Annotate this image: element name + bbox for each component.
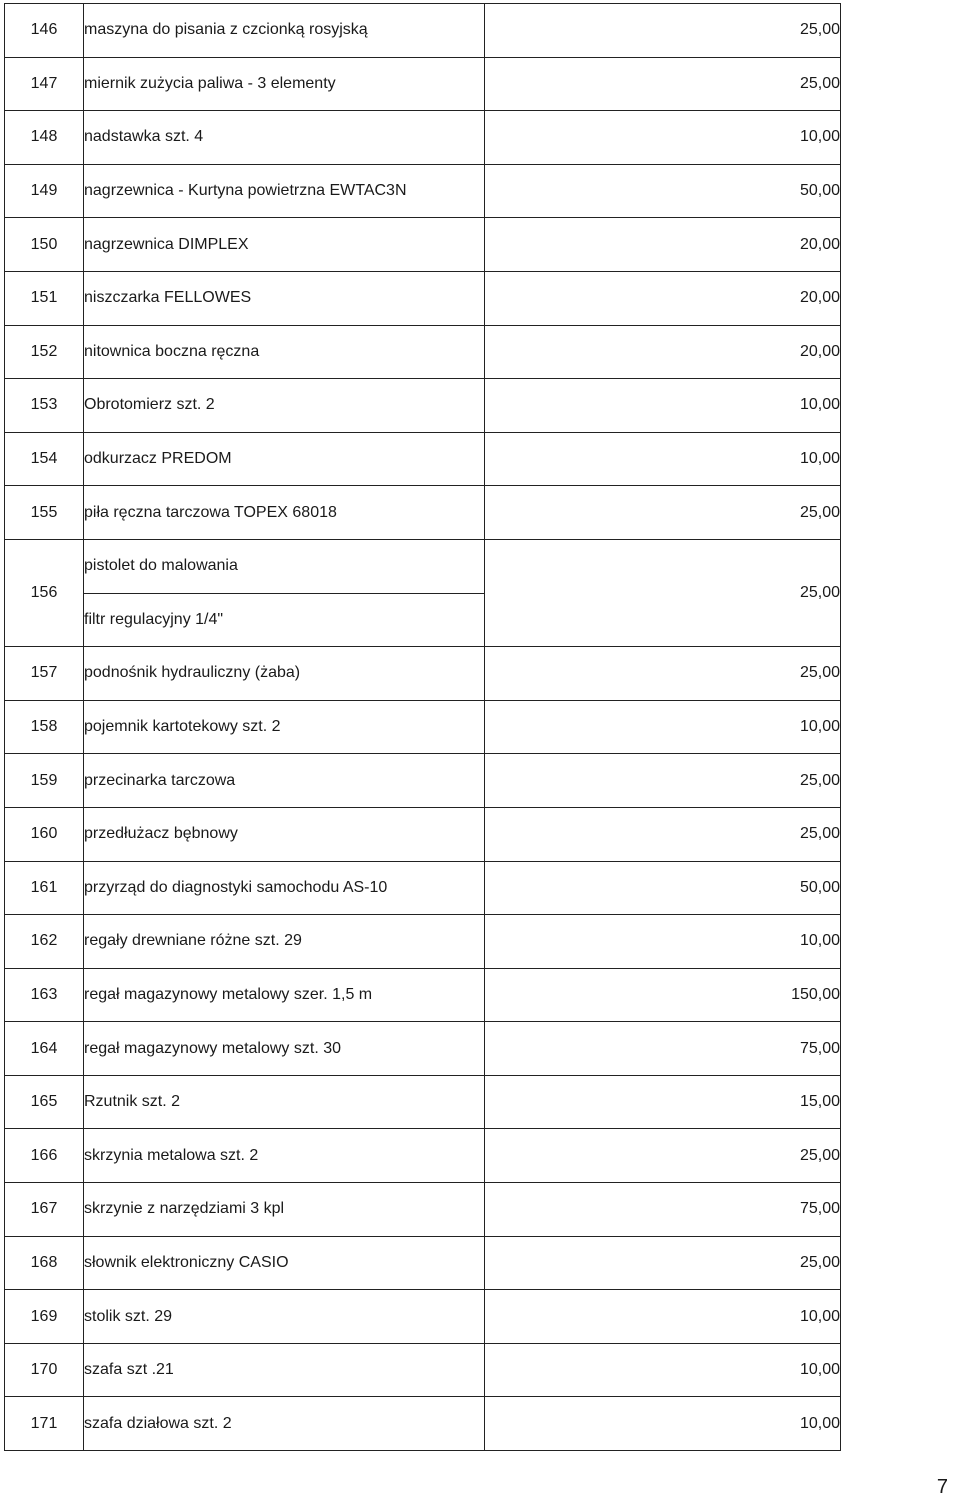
inventory-table-body [5, 4, 841, 1451]
table-row [5, 4, 841, 58]
table-row [5, 1236, 841, 1290]
item-description: regał magazynowy metalowy szt. 30 [84, 1022, 485, 1076]
item-number: 146 [5, 4, 84, 58]
table-row [5, 1183, 841, 1237]
table-row [5, 432, 841, 486]
item-number: 165 [5, 1075, 84, 1129]
item-number: 149 [5, 164, 84, 218]
item-value: 150,00 [485, 968, 841, 1022]
item-description: piła ręczna tarczowa TOPEX 68018 [84, 486, 485, 540]
table-row [5, 111, 841, 165]
item-number: 151 [5, 271, 84, 325]
table-row [5, 700, 841, 754]
item-description-secondary: filtr regulacyjny 1/4" [84, 593, 485, 647]
item-description: słownik elektroniczny CASIO [84, 1236, 485, 1290]
item-value: 25,00 [485, 539, 841, 646]
item-description: skrzynia metalowa szt. 2 [84, 1129, 485, 1183]
item-description: szafa szt .21 [84, 1343, 485, 1397]
item-description: stolik szt. 29 [84, 1290, 485, 1344]
table-row [5, 807, 841, 861]
item-description: regał magazynowy metalowy szer. 1,5 m [84, 968, 485, 1022]
table-row [5, 861, 841, 915]
item-number: 166 [5, 1129, 84, 1183]
item-value: 10,00 [485, 1397, 841, 1451]
item-value: 20,00 [485, 325, 841, 379]
item-number: 147 [5, 57, 84, 111]
item-description: miernik zużycia paliwa - 3 elementy [84, 57, 485, 111]
item-value: 25,00 [485, 486, 841, 540]
item-value: 10,00 [485, 915, 841, 969]
table-row [5, 57, 841, 111]
item-description: nagrzewnica - Kurtyna powietrzna EWTAC3N [84, 164, 485, 218]
item-description: maszyna do pisania z czcionką rosyjską [84, 4, 485, 58]
item-number: 167 [5, 1183, 84, 1237]
item-description: pojemnik kartotekowy szt. 2 [84, 700, 485, 754]
table-row [5, 915, 841, 969]
item-description: skrzynie z narzędziami 3 kpl [84, 1183, 485, 1237]
table-row [5, 379, 841, 433]
item-number: 158 [5, 700, 84, 754]
table-row [5, 486, 841, 540]
item-value: 25,00 [485, 1129, 841, 1183]
table-row [5, 164, 841, 218]
item-number: 150 [5, 218, 84, 272]
table-row [5, 647, 841, 701]
item-value: 75,00 [485, 1022, 841, 1076]
inventory-table [4, 3, 841, 1451]
item-value: 10,00 [485, 1343, 841, 1397]
item-value: 25,00 [485, 754, 841, 808]
item-description: nitownica boczna ręczna [84, 325, 485, 379]
item-value: 25,00 [485, 57, 841, 111]
item-value: 75,00 [485, 1183, 841, 1237]
table-row [5, 325, 841, 379]
item-value: 25,00 [485, 807, 841, 861]
item-value: 25,00 [485, 1236, 841, 1290]
item-value: 10,00 [485, 700, 841, 754]
item-value: 20,00 [485, 218, 841, 272]
item-number: 160 [5, 807, 84, 861]
table-row [5, 1397, 841, 1451]
item-number: 162 [5, 915, 84, 969]
item-value: 20,00 [485, 271, 841, 325]
table-row [5, 1075, 841, 1129]
item-description: regały drewniane różne szt. 29 [84, 915, 485, 969]
item-number: 170 [5, 1343, 84, 1397]
item-value: 10,00 [485, 111, 841, 165]
item-description: Obrotomierz szt. 2 [84, 379, 485, 433]
table-row [5, 218, 841, 272]
item-value: 15,00 [485, 1075, 841, 1129]
item-description: pistolet do malowania [84, 539, 485, 593]
table-row [5, 754, 841, 808]
item-number: 148 [5, 111, 84, 165]
item-number: 152 [5, 325, 84, 379]
item-description: niszczarka FELLOWES [84, 271, 485, 325]
item-value: 50,00 [485, 164, 841, 218]
item-description: nagrzewnica DIMPLEX [84, 218, 485, 272]
item-value: 25,00 [485, 647, 841, 701]
item-description: szafa działowa szt. 2 [84, 1397, 485, 1451]
item-number: 155 [5, 486, 84, 540]
item-number: 171 [5, 1397, 84, 1451]
item-number: 169 [5, 1290, 84, 1344]
table-row [5, 968, 841, 1022]
item-number: 153 [5, 379, 84, 433]
item-value: 10,00 [485, 1290, 841, 1344]
item-description: odkurzacz PREDOM [84, 432, 485, 486]
item-description: nadstawka szt. 4 [84, 111, 485, 165]
item-value: 10,00 [485, 379, 841, 433]
table-row [5, 1022, 841, 1076]
item-description: przecinarka tarczowa [84, 754, 485, 808]
table-row [5, 1290, 841, 1344]
table-row [5, 271, 841, 325]
item-number: 164 [5, 1022, 84, 1076]
item-number: 157 [5, 647, 84, 701]
item-description: Rzutnik szt. 2 [84, 1075, 485, 1129]
item-number: 156 [5, 539, 84, 646]
item-number: 154 [5, 432, 84, 486]
table-row [5, 1343, 841, 1397]
item-number: 168 [5, 1236, 84, 1290]
item-number: 159 [5, 754, 84, 808]
page-number: 7 [936, 1476, 948, 1498]
table-row [5, 539, 841, 593]
item-value: 10,00 [485, 432, 841, 486]
item-number: 161 [5, 861, 84, 915]
table-row [5, 1129, 841, 1183]
item-description: przedłużacz bębnowy [84, 807, 485, 861]
item-value: 25,00 [485, 4, 841, 58]
item-description: przyrząd do diagnostyki samochodu AS-10 [84, 861, 485, 915]
item-value: 50,00 [485, 861, 841, 915]
item-number: 163 [5, 968, 84, 1022]
item-description: podnośnik hydrauliczny (żaba) [84, 647, 485, 701]
